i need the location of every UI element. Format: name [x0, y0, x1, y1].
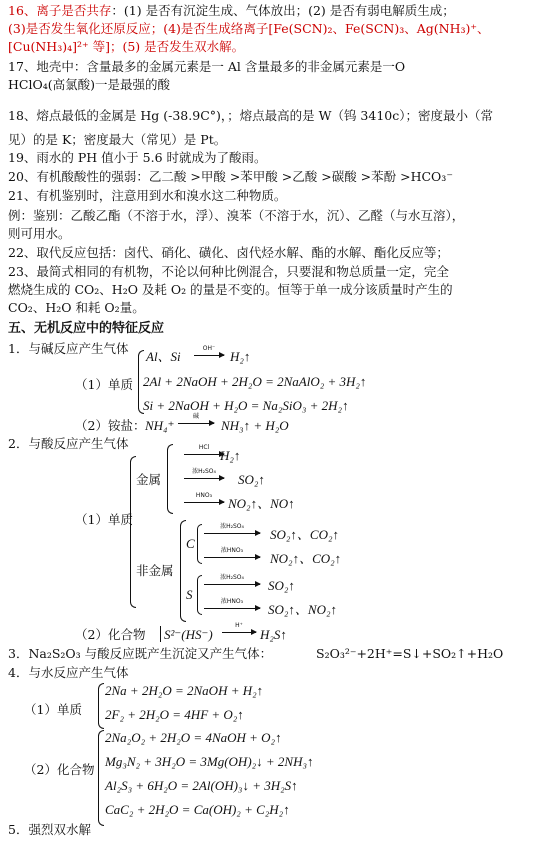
eq-al-si-base: Al、Si	[146, 349, 181, 364]
cond-base: 碱	[192, 413, 199, 420]
eq-al2s3: Al₂S₃ + 6H₂O = 2Al(OH)₃↓ + 3H₂S↑	[105, 778, 298, 793]
item-3-equation: S₂O₃²⁻+2H⁺=S↓+SO₂↑+H₂O	[316, 646, 504, 661]
line-23-a: 23、最简式相同的有机物，不论以何种比例混合，只要混和物总质量一定，完全	[8, 264, 449, 279]
label-single-element: （1）单质	[75, 377, 133, 392]
cond-hcl: HCl	[198, 444, 210, 451]
eq-na-water: 2Na + 2H₂O = 2NaOH + H₂↑	[105, 683, 264, 698]
arrow-s-hno3	[204, 608, 260, 609]
line-16-text: ：(1) 是否有沉淀生成、气体放出；(2) 是否有弱电解质生成；	[111, 3, 455, 18]
line-19: 19、雨水的 PH 值小于 5.6 时就成为了酸雨。	[8, 150, 267, 165]
cond-oh: OH⁻	[202, 345, 216, 352]
line-18-a: 18、熔点最低的金属是 Hg (-38.9C°)，；熔点最高的是 W（钨 3410c）；密度最小（常	[8, 108, 493, 123]
eq-h2s: H₂S↑	[260, 627, 287, 642]
arrow-h-plus	[222, 632, 256, 633]
line-16-title: 16、离子是否共存	[8, 3, 112, 18]
line-21: 21、有机鉴别时，注意用到水和溴水这二种物质。	[8, 188, 287, 203]
cond-s-hno3: 浓HNO₃	[220, 598, 244, 605]
eq-al-naoh: 2Al + 2NaOH + 2H₂O = 2NaAlO₂ + 3H₂↑	[143, 374, 367, 389]
eq-cac2: CaC₂ + 2H₂O = Ca(OH)₂ + C₂H₂↑	[105, 802, 290, 817]
cond-conc-h2so4: 浓H₂SO₄	[192, 468, 216, 475]
line-17-a: 17、地壳中：含量最多的金属元素是一 Al 含量最多的非金属元素是一O	[8, 59, 406, 74]
label-sulfur: S	[186, 587, 193, 602]
line-17-b: HClO₄(高氯酸)一是最强的酸	[8, 77, 170, 92]
eq-h2-product: H₂↑	[230, 349, 251, 364]
eq-c-so2-co2: SO₂↑、CO₂↑	[270, 527, 339, 542]
arrow-oh	[194, 355, 224, 356]
label-carbon: C	[186, 536, 195, 551]
brace-water-compound	[98, 730, 104, 826]
brace-metal	[167, 444, 173, 514]
eq-metal-so2: SO₂↑	[238, 472, 265, 487]
brace-compound	[160, 626, 161, 642]
brace-sulfur	[197, 575, 202, 615]
arrow-c-h2so4	[204, 533, 260, 534]
label-ammonium-salt: （2）铵盐：	[75, 418, 146, 433]
line-21-example-a: 例：鉴别：乙酸乙酯（不溶于水，浮）、溴苯（不溶于水，沉）、乙醛（与水互溶），	[8, 208, 465, 223]
arrow-base	[178, 423, 214, 424]
label-water-single-element: （1）单质	[24, 702, 82, 717]
line-21-example-b: 则可用水。	[8, 226, 71, 241]
eq-nh3-product: NH₃↑ + H₂O	[221, 418, 289, 433]
brace-single-element-2	[130, 456, 136, 608]
cond-h-plus: H⁺	[235, 622, 243, 629]
brace-carbon	[197, 524, 202, 564]
arrow-hno3	[184, 502, 224, 503]
eq-s-so2-no2: SO₂↑、NO₂↑	[268, 602, 337, 617]
eq-c-no2-co2: NO₂↑、CO₂↑	[270, 551, 342, 566]
cond-c-h2so4: 浓H₂SO₄	[220, 523, 244, 530]
cond-c-hno3: 浓HNO₃	[220, 547, 244, 554]
arrow-conc-h2so4	[184, 478, 224, 479]
label-compound: （2）化合物	[75, 627, 146, 642]
eq-f2-water: 2F₂ + 2H₂O = 4HF + O₂↑	[105, 707, 244, 722]
section-5-heading: 五、无机反应中的特征反应	[8, 321, 165, 336]
eq-metal-no2-no: NO₂↑、NO↑	[228, 496, 295, 511]
item-4-heading: 4．与水反应产生气体	[8, 665, 129, 680]
label-water-compound: （2）化合物	[24, 762, 95, 777]
label-metal: 金属	[136, 472, 162, 487]
item-2-heading: 2．与酸反应产生气体	[8, 436, 129, 451]
eq-metal-h2: H₂↑	[220, 448, 241, 463]
eq-nh4: NH₄⁺	[145, 418, 175, 433]
item-5-heading: 5．强烈双水解	[8, 822, 91, 837]
line-22: 22、取代反应包括：卤代、硝化、磺化、卤代烃水解、酯的水解、酯化反应等；	[8, 245, 449, 260]
eq-mg3n2: Mg₃N₂ + 3H₂O = 3Mg(OH)₂↓ + 2NH₃↑	[105, 754, 314, 769]
line-16-b: (3)是否发生氧化还原反应；(4)是否生成络离子[Fe(SCN)₂、Fe(SCN)₃、Ag(NH₃)⁺、	[8, 21, 490, 36]
line-16-c: [Cu(NH₃)₄]²⁺ 等]；(5) 是否发生双水解。	[8, 39, 245, 54]
label-nonmetal: 非金属	[136, 563, 174, 578]
line-23-b: 燃烧生成的 CO₂、H₂O 及耗 O₂ 的量是不变的。恒等于单一成分该质量时产生的	[8, 282, 453, 297]
item-1-heading: 1．与碱反应产生气体	[8, 341, 129, 356]
eq-si-naoh: Si + 2NaOH + H₂O = Na₂SiO₃ + 2H₂↑	[143, 398, 349, 413]
cond-s-h2so4: 浓H₂SO₄	[220, 574, 244, 581]
eq-sulfide: S²⁻(HS⁻)	[164, 627, 213, 642]
cond-hno3: HNO₃	[195, 492, 213, 499]
item-3-heading: 3．Na₂S₂O₃ 与酸反应既产生沉淀又产生气体：	[8, 646, 273, 661]
eq-na2o2: 2Na₂O₂ + 2H₂O = 4NaOH + O₂↑	[105, 730, 282, 745]
line-16-a	[8, 3, 455, 18]
line-20: 20、有机酸酸性的强弱：乙二酸 >甲酸 >苯甲酸 >乙酸 >碳酸 >苯酚 >HCO₃⁻	[8, 169, 453, 184]
arrow-c-hno3	[204, 557, 260, 558]
line-23-c: CO₂、H₂O 和耗 O₂量。	[8, 300, 145, 315]
line-18-b: 见）的是 K；密度最大（常见）是 Pt。	[8, 132, 227, 147]
brace-water-single	[98, 683, 104, 729]
eq-s-so2: SO₂↑	[268, 578, 295, 593]
arrow-s-h2so4	[204, 584, 260, 585]
label-single-element-2: （1）单质	[75, 512, 133, 527]
arrow-hcl	[184, 454, 224, 455]
